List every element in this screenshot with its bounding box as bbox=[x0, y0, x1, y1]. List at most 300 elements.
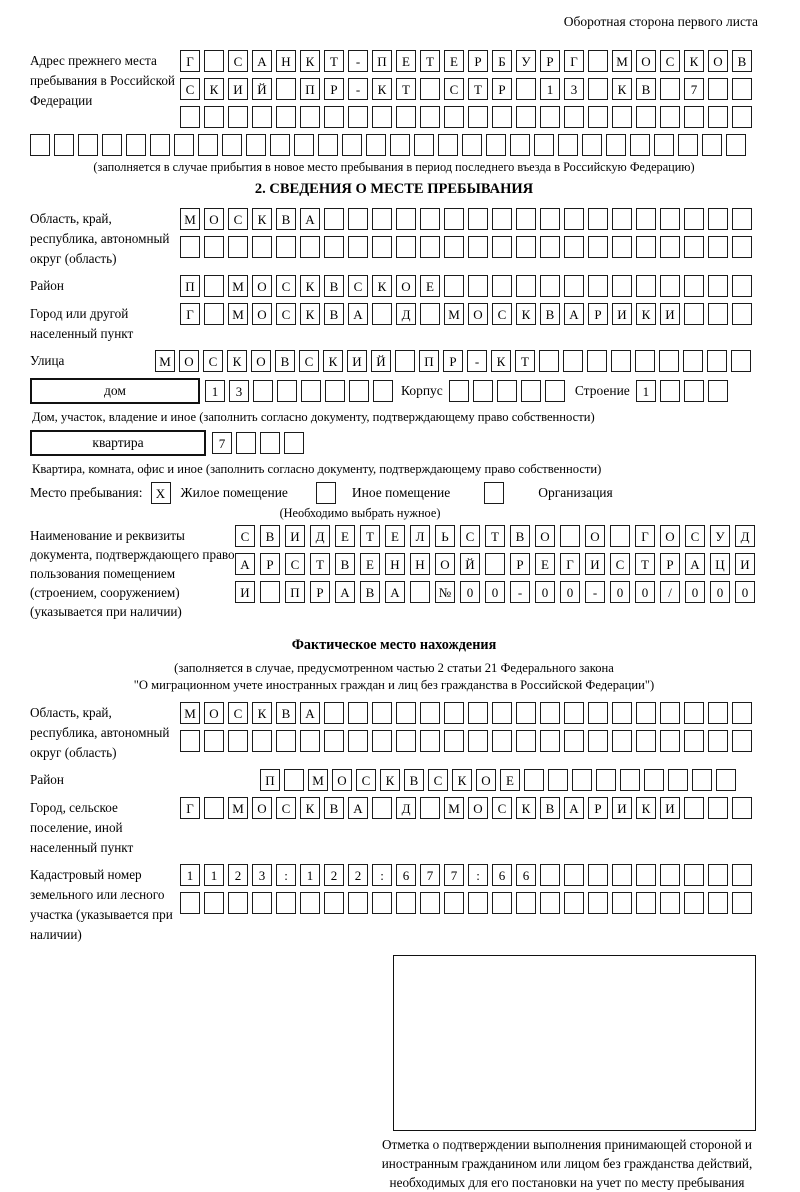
char-cell[interactable] bbox=[390, 134, 410, 156]
apartment-box[interactable]: квартира bbox=[30, 430, 206, 456]
char-cell[interactable] bbox=[560, 525, 580, 547]
char-cell[interactable] bbox=[366, 134, 386, 156]
char-cell[interactable] bbox=[732, 797, 752, 819]
char-cell[interactable] bbox=[636, 892, 656, 914]
char-cell[interactable] bbox=[588, 78, 608, 100]
char-cell[interactable]: С bbox=[276, 275, 296, 297]
char-cell[interactable]: О bbox=[585, 525, 605, 547]
char-cell[interactable] bbox=[684, 702, 704, 724]
char-cell[interactable]: О bbox=[468, 303, 488, 325]
char-cell[interactable]: К bbox=[252, 702, 272, 724]
char-cell[interactable]: № bbox=[435, 581, 455, 603]
char-cell[interactable] bbox=[516, 106, 536, 128]
char-cell[interactable]: К bbox=[300, 275, 320, 297]
char-cell[interactable]: И bbox=[228, 78, 248, 100]
char-cell[interactable] bbox=[612, 892, 632, 914]
char-cell[interactable] bbox=[372, 236, 392, 258]
char-cell[interactable] bbox=[684, 275, 704, 297]
char-cell[interactable]: В bbox=[324, 303, 344, 325]
char-cell[interactable]: С bbox=[492, 797, 512, 819]
char-cell[interactable]: Ь bbox=[435, 525, 455, 547]
char-cell[interactable] bbox=[716, 769, 736, 791]
char-cell[interactable] bbox=[324, 208, 344, 230]
char-cell[interactable] bbox=[396, 730, 416, 752]
char-cell[interactable]: 1 bbox=[540, 78, 560, 100]
char-cell[interactable]: Г bbox=[560, 553, 580, 575]
char-cell[interactable] bbox=[612, 730, 632, 752]
char-cell[interactable]: В bbox=[510, 525, 530, 547]
char-cell[interactable] bbox=[228, 106, 248, 128]
char-cell[interactable] bbox=[564, 275, 584, 297]
char-cell[interactable]: А bbox=[564, 303, 584, 325]
char-cell[interactable] bbox=[548, 769, 568, 791]
char-cell[interactable] bbox=[324, 106, 344, 128]
char-cell[interactable] bbox=[276, 78, 296, 100]
char-cell[interactable] bbox=[540, 208, 560, 230]
char-cell[interactable] bbox=[420, 236, 440, 258]
char-cell[interactable] bbox=[420, 797, 440, 819]
char-cell[interactable]: В bbox=[260, 525, 280, 547]
char-cell[interactable]: А bbox=[348, 797, 368, 819]
char-cell[interactable]: О bbox=[660, 525, 680, 547]
char-cell[interactable] bbox=[540, 106, 560, 128]
char-cell[interactable]: 2 bbox=[348, 864, 368, 886]
char-cell[interactable]: И bbox=[612, 797, 632, 819]
char-cell[interactable] bbox=[246, 134, 266, 156]
char-cell[interactable]: Р bbox=[492, 78, 512, 100]
char-cell[interactable]: 7 bbox=[684, 78, 704, 100]
char-cell[interactable] bbox=[732, 106, 752, 128]
char-cell[interactable] bbox=[126, 134, 146, 156]
char-cell[interactable]: - bbox=[348, 50, 368, 72]
char-cell[interactable] bbox=[539, 350, 559, 372]
char-cell[interactable]: Е bbox=[500, 769, 520, 791]
char-cell[interactable]: 6 bbox=[516, 864, 536, 886]
char-cell[interactable] bbox=[228, 236, 248, 258]
char-cell[interactable] bbox=[516, 78, 536, 100]
char-cell[interactable]: Т bbox=[396, 78, 416, 100]
char-cell[interactable]: М bbox=[308, 769, 328, 791]
char-cell[interactable] bbox=[636, 208, 656, 230]
char-cell[interactable]: К bbox=[636, 303, 656, 325]
char-cell[interactable] bbox=[294, 134, 314, 156]
char-cell[interactable] bbox=[473, 380, 493, 402]
char-cell[interactable]: 0 bbox=[485, 581, 505, 603]
char-cell[interactable]: Е bbox=[335, 525, 355, 547]
char-cell[interactable]: С bbox=[685, 525, 705, 547]
char-cell[interactable]: О bbox=[636, 50, 656, 72]
char-cell[interactable] bbox=[610, 525, 630, 547]
char-cell[interactable]: 2 bbox=[324, 864, 344, 886]
char-cell[interactable]: С bbox=[228, 702, 248, 724]
char-cell[interactable] bbox=[732, 275, 752, 297]
char-cell[interactable]: 3 bbox=[252, 864, 272, 886]
char-cell[interactable]: К bbox=[380, 769, 400, 791]
char-cell[interactable] bbox=[612, 275, 632, 297]
char-cell[interactable] bbox=[395, 350, 415, 372]
char-cell[interactable]: Т bbox=[468, 78, 488, 100]
char-cell[interactable]: А bbox=[348, 303, 368, 325]
char-cell[interactable] bbox=[684, 864, 704, 886]
char-cell[interactable] bbox=[300, 730, 320, 752]
char-cell[interactable]: Е bbox=[385, 525, 405, 547]
char-cell[interactable]: С bbox=[356, 769, 376, 791]
house-box[interactable]: дом bbox=[30, 378, 200, 404]
char-cell[interactable] bbox=[54, 134, 74, 156]
char-cell[interactable] bbox=[582, 134, 602, 156]
char-cell[interactable]: П bbox=[180, 275, 200, 297]
char-cell[interactable]: В bbox=[540, 303, 560, 325]
char-cell[interactable]: 0 bbox=[635, 581, 655, 603]
char-cell[interactable] bbox=[534, 134, 554, 156]
char-cell[interactable] bbox=[660, 208, 680, 230]
char-cell[interactable] bbox=[516, 236, 536, 258]
char-cell[interactable] bbox=[348, 208, 368, 230]
char-cell[interactable] bbox=[516, 275, 536, 297]
char-cell[interactable] bbox=[692, 769, 712, 791]
char-cell[interactable]: М bbox=[180, 208, 200, 230]
char-cell[interactable]: Г bbox=[180, 303, 200, 325]
char-cell[interactable]: В bbox=[360, 581, 380, 603]
char-cell[interactable]: С bbox=[235, 525, 255, 547]
char-cell[interactable] bbox=[30, 134, 50, 156]
char-cell[interactable] bbox=[564, 208, 584, 230]
char-cell[interactable] bbox=[707, 350, 727, 372]
char-cell[interactable]: О bbox=[204, 702, 224, 724]
char-cell[interactable] bbox=[468, 236, 488, 258]
char-cell[interactable]: Г bbox=[180, 50, 200, 72]
char-cell[interactable]: 3 bbox=[564, 78, 584, 100]
char-cell[interactable]: К bbox=[300, 797, 320, 819]
char-cell[interactable] bbox=[516, 702, 536, 724]
char-cell[interactable] bbox=[588, 208, 608, 230]
char-cell[interactable] bbox=[468, 275, 488, 297]
char-cell[interactable] bbox=[612, 864, 632, 886]
char-cell[interactable]: К bbox=[452, 769, 472, 791]
char-cell[interactable] bbox=[708, 702, 728, 724]
char-cell[interactable] bbox=[444, 208, 464, 230]
char-cell[interactable]: : bbox=[468, 864, 488, 886]
char-cell[interactable]: Т bbox=[360, 525, 380, 547]
char-cell[interactable]: М bbox=[180, 702, 200, 724]
char-cell[interactable]: А bbox=[385, 581, 405, 603]
char-cell[interactable]: И bbox=[612, 303, 632, 325]
char-cell[interactable]: М bbox=[228, 275, 248, 297]
char-cell[interactable] bbox=[342, 134, 362, 156]
char-cell[interactable]: С bbox=[610, 553, 630, 575]
char-cell[interactable]: Й bbox=[252, 78, 272, 100]
char-cell[interactable]: К bbox=[684, 50, 704, 72]
char-cell[interactable]: И bbox=[660, 797, 680, 819]
char-cell[interactable]: В bbox=[324, 797, 344, 819]
char-cell[interactable]: Р bbox=[510, 553, 530, 575]
char-cell[interactable] bbox=[564, 864, 584, 886]
char-cell[interactable]: О bbox=[535, 525, 555, 547]
char-cell[interactable]: М bbox=[444, 797, 464, 819]
char-cell[interactable]: Е bbox=[444, 50, 464, 72]
char-cell[interactable]: Г bbox=[180, 797, 200, 819]
char-cell[interactable]: 3 bbox=[229, 380, 249, 402]
char-cell[interactable] bbox=[708, 303, 728, 325]
char-cell[interactable] bbox=[420, 730, 440, 752]
char-cell[interactable]: С bbox=[660, 50, 680, 72]
char-cell[interactable]: С bbox=[285, 553, 305, 575]
char-cell[interactable] bbox=[558, 134, 578, 156]
char-cell[interactable]: К bbox=[636, 797, 656, 819]
char-cell[interactable] bbox=[492, 236, 512, 258]
char-cell[interactable]: В bbox=[404, 769, 424, 791]
char-cell[interactable]: О bbox=[708, 50, 728, 72]
char-cell[interactable] bbox=[678, 134, 698, 156]
char-cell[interactable] bbox=[449, 380, 469, 402]
char-cell[interactable] bbox=[588, 730, 608, 752]
char-cell[interactable] bbox=[228, 730, 248, 752]
char-cell[interactable] bbox=[420, 303, 440, 325]
char-cell[interactable] bbox=[372, 303, 392, 325]
char-cell[interactable]: 7 bbox=[444, 864, 464, 886]
char-cell[interactable]: О bbox=[332, 769, 352, 791]
char-cell[interactable] bbox=[468, 208, 488, 230]
char-cell[interactable]: С bbox=[460, 525, 480, 547]
char-cell[interactable]: А bbox=[564, 797, 584, 819]
char-cell[interactable] bbox=[372, 208, 392, 230]
char-cell[interactable] bbox=[324, 702, 344, 724]
char-cell[interactable] bbox=[204, 730, 224, 752]
char-cell[interactable]: - bbox=[585, 581, 605, 603]
char-cell[interactable] bbox=[180, 730, 200, 752]
char-cell[interactable]: Р bbox=[443, 350, 463, 372]
char-cell[interactable]: П bbox=[300, 78, 320, 100]
char-cell[interactable] bbox=[348, 106, 368, 128]
char-cell[interactable] bbox=[300, 236, 320, 258]
char-cell[interactable]: С bbox=[276, 797, 296, 819]
char-cell[interactable]: Е bbox=[535, 553, 555, 575]
char-cell[interactable] bbox=[284, 769, 304, 791]
char-cell[interactable]: С bbox=[276, 303, 296, 325]
char-cell[interactable] bbox=[270, 134, 290, 156]
char-cell[interactable]: К bbox=[300, 303, 320, 325]
char-cell[interactable] bbox=[588, 275, 608, 297]
char-cell[interactable] bbox=[612, 106, 632, 128]
stay-type-checkbox-other[interactable] bbox=[316, 482, 336, 504]
char-cell[interactable] bbox=[611, 350, 631, 372]
char-cell[interactable] bbox=[325, 380, 345, 402]
char-cell[interactable]: С bbox=[428, 769, 448, 791]
char-cell[interactable]: И bbox=[735, 553, 755, 575]
char-cell[interactable]: 1 bbox=[636, 380, 656, 402]
char-cell[interactable] bbox=[492, 892, 512, 914]
char-cell[interactable] bbox=[516, 208, 536, 230]
char-cell[interactable] bbox=[420, 208, 440, 230]
char-cell[interactable] bbox=[524, 769, 544, 791]
char-cell[interactable] bbox=[252, 236, 272, 258]
char-cell[interactable] bbox=[660, 702, 680, 724]
char-cell[interactable] bbox=[636, 730, 656, 752]
char-cell[interactable]: И bbox=[660, 303, 680, 325]
char-cell[interactable]: О bbox=[252, 275, 272, 297]
char-cell[interactable] bbox=[545, 380, 565, 402]
char-cell[interactable] bbox=[510, 134, 530, 156]
char-cell[interactable]: С bbox=[299, 350, 319, 372]
char-cell[interactable] bbox=[324, 892, 344, 914]
char-cell[interactable] bbox=[572, 769, 592, 791]
char-cell[interactable] bbox=[444, 236, 464, 258]
char-cell[interactable] bbox=[324, 730, 344, 752]
char-cell[interactable] bbox=[606, 134, 626, 156]
char-cell[interactable] bbox=[732, 892, 752, 914]
char-cell[interactable]: Д bbox=[396, 797, 416, 819]
char-cell[interactable] bbox=[702, 134, 722, 156]
char-cell[interactable]: О bbox=[179, 350, 199, 372]
char-cell[interactable] bbox=[444, 275, 464, 297]
char-cell[interactable] bbox=[732, 303, 752, 325]
char-cell[interactable] bbox=[300, 106, 320, 128]
char-cell[interactable] bbox=[644, 769, 664, 791]
char-cell[interactable]: С bbox=[228, 50, 248, 72]
char-cell[interactable]: О bbox=[396, 275, 416, 297]
char-cell[interactable] bbox=[588, 50, 608, 72]
char-cell[interactable] bbox=[276, 106, 296, 128]
char-cell[interactable]: 2 bbox=[228, 864, 248, 886]
char-cell[interactable] bbox=[318, 134, 338, 156]
char-cell[interactable] bbox=[708, 78, 728, 100]
char-cell[interactable] bbox=[468, 702, 488, 724]
char-cell[interactable] bbox=[708, 236, 728, 258]
char-cell[interactable] bbox=[301, 380, 321, 402]
char-cell[interactable] bbox=[252, 730, 272, 752]
char-cell[interactable] bbox=[444, 892, 464, 914]
char-cell[interactable]: 0 bbox=[610, 581, 630, 603]
char-cell[interactable] bbox=[564, 236, 584, 258]
char-cell[interactable]: - bbox=[348, 78, 368, 100]
char-cell[interactable] bbox=[660, 275, 680, 297]
char-cell[interactable] bbox=[228, 892, 248, 914]
char-cell[interactable] bbox=[683, 350, 703, 372]
char-cell[interactable]: О bbox=[251, 350, 271, 372]
char-cell[interactable]: К bbox=[491, 350, 511, 372]
char-cell[interactable] bbox=[420, 78, 440, 100]
char-cell[interactable] bbox=[708, 380, 728, 402]
char-cell[interactable] bbox=[516, 730, 536, 752]
char-cell[interactable]: Н bbox=[276, 50, 296, 72]
char-cell[interactable]: М bbox=[444, 303, 464, 325]
char-cell[interactable]: Ц bbox=[710, 553, 730, 575]
char-cell[interactable]: Р bbox=[660, 553, 680, 575]
char-cell[interactable] bbox=[660, 730, 680, 752]
char-cell[interactable] bbox=[276, 730, 296, 752]
char-cell[interactable] bbox=[284, 432, 304, 454]
char-cell[interactable] bbox=[684, 106, 704, 128]
char-cell[interactable] bbox=[396, 208, 416, 230]
char-cell[interactable]: Д bbox=[735, 525, 755, 547]
char-cell[interactable]: 0 bbox=[735, 581, 755, 603]
char-cell[interactable] bbox=[180, 892, 200, 914]
char-cell[interactable]: Н bbox=[385, 553, 405, 575]
char-cell[interactable] bbox=[260, 432, 280, 454]
char-cell[interactable] bbox=[150, 134, 170, 156]
char-cell[interactable] bbox=[253, 380, 273, 402]
char-cell[interactable] bbox=[636, 864, 656, 886]
char-cell[interactable] bbox=[497, 380, 517, 402]
char-cell[interactable]: Р bbox=[260, 553, 280, 575]
char-cell[interactable] bbox=[438, 134, 458, 156]
char-cell[interactable] bbox=[396, 702, 416, 724]
char-cell[interactable] bbox=[540, 864, 560, 886]
char-cell[interactable] bbox=[660, 106, 680, 128]
char-cell[interactable]: Й bbox=[371, 350, 391, 372]
char-cell[interactable]: 0 bbox=[710, 581, 730, 603]
char-cell[interactable]: О bbox=[468, 797, 488, 819]
char-cell[interactable] bbox=[204, 106, 224, 128]
char-cell[interactable] bbox=[684, 892, 704, 914]
char-cell[interactable]: И bbox=[235, 581, 255, 603]
char-cell[interactable]: - bbox=[467, 350, 487, 372]
char-cell[interactable]: К bbox=[612, 78, 632, 100]
char-cell[interactable] bbox=[277, 380, 297, 402]
char-cell[interactable]: Г bbox=[635, 525, 655, 547]
char-cell[interactable]: 6 bbox=[396, 864, 416, 886]
char-cell[interactable]: 7 bbox=[420, 864, 440, 886]
stay-type-checkbox-organization[interactable] bbox=[484, 482, 504, 504]
char-cell[interactable]: 1 bbox=[205, 380, 225, 402]
char-cell[interactable]: В bbox=[335, 553, 355, 575]
char-cell[interactable]: Г bbox=[564, 50, 584, 72]
char-cell[interactable]: Р bbox=[540, 50, 560, 72]
char-cell[interactable] bbox=[726, 134, 746, 156]
char-cell[interactable]: Р bbox=[310, 581, 330, 603]
char-cell[interactable] bbox=[444, 702, 464, 724]
char-cell[interactable] bbox=[420, 892, 440, 914]
char-cell[interactable]: О bbox=[252, 797, 272, 819]
char-cell[interactable]: К bbox=[300, 50, 320, 72]
char-cell[interactable]: Т bbox=[310, 553, 330, 575]
char-cell[interactable]: П bbox=[285, 581, 305, 603]
char-cell[interactable]: О bbox=[476, 769, 496, 791]
char-cell[interactable]: Д bbox=[310, 525, 330, 547]
char-cell[interactable] bbox=[564, 702, 584, 724]
char-cell[interactable] bbox=[540, 702, 560, 724]
char-cell[interactable] bbox=[396, 106, 416, 128]
char-cell[interactable]: Л bbox=[410, 525, 430, 547]
char-cell[interactable] bbox=[588, 702, 608, 724]
char-cell[interactable] bbox=[372, 797, 392, 819]
char-cell[interactable]: 0 bbox=[685, 581, 705, 603]
char-cell[interactable] bbox=[396, 236, 416, 258]
char-cell[interactable]: К bbox=[252, 208, 272, 230]
char-cell[interactable] bbox=[485, 553, 505, 575]
char-cell[interactable] bbox=[708, 892, 728, 914]
char-cell[interactable]: К bbox=[323, 350, 343, 372]
char-cell[interactable] bbox=[260, 581, 280, 603]
char-cell[interactable] bbox=[198, 134, 218, 156]
char-cell[interactable]: П bbox=[260, 769, 280, 791]
char-cell[interactable] bbox=[732, 702, 752, 724]
char-cell[interactable] bbox=[444, 106, 464, 128]
char-cell[interactable] bbox=[660, 78, 680, 100]
char-cell[interactable]: Р bbox=[468, 50, 488, 72]
char-cell[interactable] bbox=[252, 106, 272, 128]
char-cell[interactable] bbox=[588, 864, 608, 886]
char-cell[interactable] bbox=[708, 797, 728, 819]
char-cell[interactable] bbox=[660, 380, 680, 402]
char-cell[interactable]: О bbox=[252, 303, 272, 325]
char-cell[interactable] bbox=[180, 106, 200, 128]
char-cell[interactable]: О bbox=[204, 208, 224, 230]
char-cell[interactable] bbox=[420, 702, 440, 724]
char-cell[interactable]: Е bbox=[396, 50, 416, 72]
char-cell[interactable] bbox=[102, 134, 122, 156]
char-cell[interactable]: А bbox=[335, 581, 355, 603]
